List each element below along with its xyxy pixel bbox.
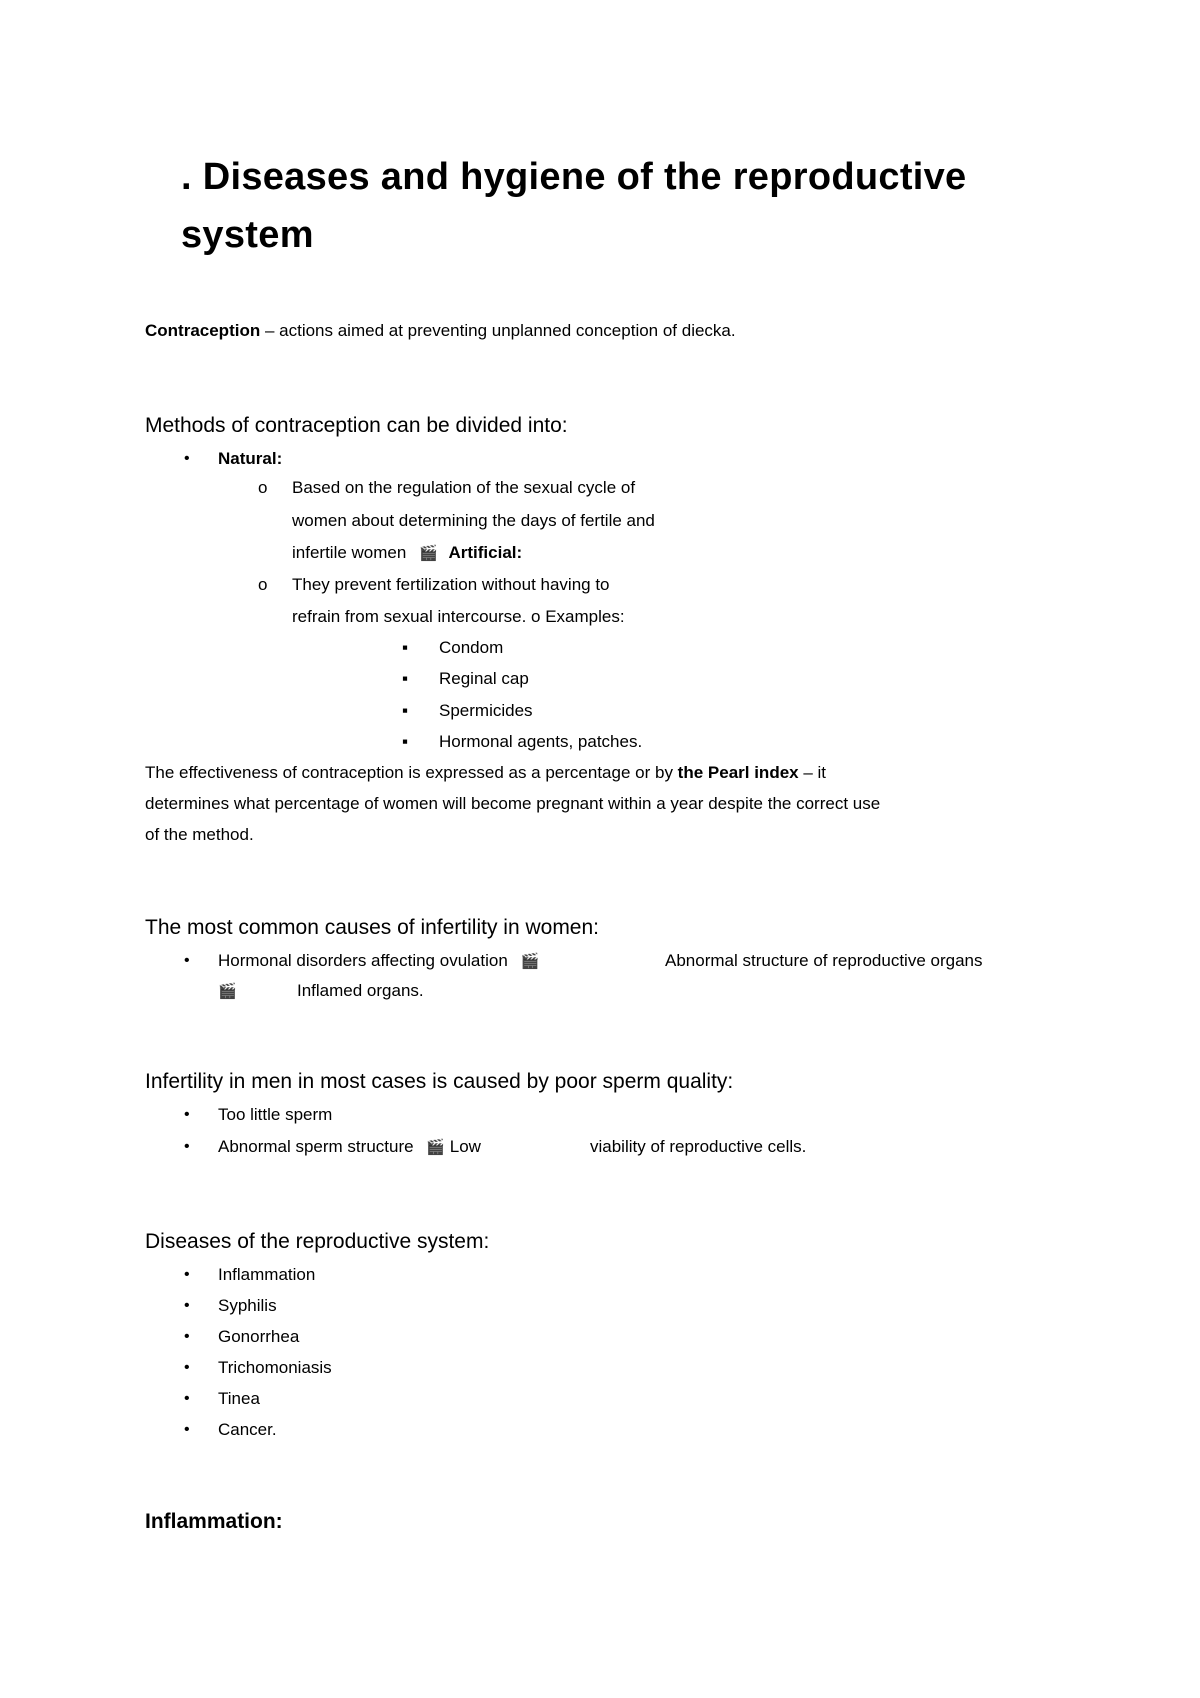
- pearl-line-3: of the method.: [145, 825, 254, 844]
- square-bullet-icon: ▪: [402, 732, 409, 751]
- bullet-icon: •: [184, 1421, 190, 1438]
- square-bullet-icon: ▪: [402, 701, 409, 720]
- page-title-line-2: system: [181, 214, 314, 256]
- square-bullet-icon: ▪: [402, 669, 409, 688]
- men-cause-2b: Low: [449, 1137, 481, 1156]
- bullet-icon: •: [184, 1328, 190, 1345]
- bullet-icon: •: [184, 450, 190, 467]
- sub-marker: o: [258, 575, 268, 594]
- bullet-icon: •: [184, 1297, 190, 1314]
- bullet-icon: •: [184, 1390, 190, 1407]
- bullet-icon: •: [184, 1106, 190, 1123]
- pearl-line-1: [145, 762, 826, 784]
- disease-item: Inflammation: [218, 1265, 316, 1284]
- natural-line-3-text: infertile women: [292, 543, 407, 562]
- women-cause-3: Inflamed organs.: [297, 981, 424, 1000]
- men-cause-2: [218, 1136, 481, 1159]
- disease-item: Tinea: [218, 1389, 260, 1408]
- bullet-icon: •: [184, 1138, 190, 1155]
- artificial-line-2: refrain from sexual intercourse. o Examples:: [292, 607, 625, 626]
- women-cause-item: [218, 950, 539, 973]
- disease-item: Cancer.: [218, 1420, 277, 1439]
- natural-line-3: [292, 542, 522, 565]
- contraception-term: Contraception: [145, 321, 261, 340]
- bullet-icon: •: [184, 952, 190, 969]
- women-cause-1: Hormonal disorders affecting ovulation: [218, 951, 508, 970]
- pearl-index-term: the Pearl index: [677, 763, 799, 782]
- clapperboard-icon: 🎬: [426, 1139, 445, 1156]
- artificial-label: Artificial:: [448, 543, 523, 562]
- men-cause-2c: viability of reproductive cells.: [590, 1137, 807, 1156]
- clapperboard-icon: 🎬: [218, 983, 237, 1000]
- sub-marker: o: [258, 478, 268, 497]
- natural-line-2: women about determining the days of fertile and: [292, 511, 655, 530]
- disease-item: Gonorrhea: [218, 1327, 300, 1346]
- men-cause-1: Too little sperm: [218, 1105, 333, 1124]
- men-infertility-heading: Infertility in men in most cases is caused by poor sperm quality:: [145, 1070, 734, 1093]
- page-title-line-1: . Diseases and hygiene of the reproductive: [181, 156, 967, 198]
- example-item: Spermicides: [439, 701, 533, 720]
- bullet-icon: •: [184, 1359, 190, 1376]
- square-bullet-icon: ▪: [402, 638, 409, 657]
- natural-label: Natural:: [218, 449, 283, 468]
- pearl-line-1-post: – it: [798, 763, 827, 782]
- women-infertility-heading: The most common causes of infertility in women:: [145, 916, 600, 939]
- pearl-line-2: determines what percentage of women will become pregnant within a year despite the correct use: [145, 794, 881, 813]
- example-item: Hormonal agents, patches.: [439, 732, 643, 751]
- men-cause-2a: Abnormal sperm structure: [218, 1137, 414, 1156]
- disease-item: Syphilis: [218, 1296, 277, 1315]
- clapperboard-icon: 🎬: [419, 545, 438, 562]
- diseases-heading: Diseases of the reproductive system:: [145, 1230, 490, 1253]
- natural-line-1: Based on the regulation of the sexual cycle of: [292, 478, 636, 497]
- women-cause-2: Abnormal structure of reproductive organs: [665, 951, 983, 970]
- inflammation-heading: Inflammation:: [145, 1510, 283, 1533]
- example-item: Condom: [439, 638, 504, 657]
- pearl-line-1-pre: The effectiveness of contraception is expressed as a percentage or by: [145, 763, 678, 782]
- contraception-definition: [145, 320, 736, 342]
- example-item: Reginal cap: [439, 669, 529, 688]
- disease-item: Trichomoniasis: [218, 1358, 332, 1377]
- artificial-line-1: They prevent fertilization without having to: [292, 575, 610, 594]
- contraception-text: – actions aimed at preventing unplanned conception of diecka.: [260, 321, 736, 340]
- methods-heading: Methods of contraception can be divided into:: [145, 414, 568, 437]
- bullet-icon: •: [184, 1266, 190, 1283]
- clapperboard-icon: 🎬: [520, 953, 540, 970]
